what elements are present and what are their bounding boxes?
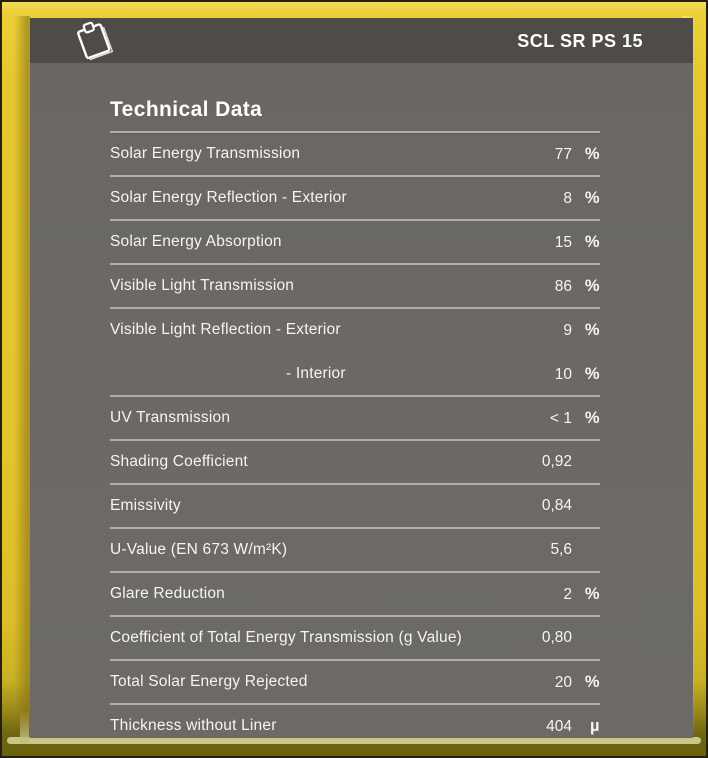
row-value-number: 8 bbox=[563, 189, 572, 207]
row-value-number: 20 bbox=[554, 673, 572, 691]
frame-bevel-left bbox=[14, 16, 30, 734]
row-value-unit: % bbox=[584, 276, 600, 295]
row-label: Thickness without Liner bbox=[110, 717, 277, 734]
row-label: Solar Energy Reflection - Exterior bbox=[110, 189, 347, 206]
table-content bbox=[30, 63, 693, 738]
table-row bbox=[110, 485, 600, 529]
row-value bbox=[520, 541, 600, 559]
row-value-number: 0,80 bbox=[541, 629, 572, 646]
row-value-number: 5,6 bbox=[550, 541, 572, 558]
table-row bbox=[110, 441, 600, 485]
row-label: Coefficient of Total Energy Transmission (g Value) bbox=[110, 629, 463, 646]
row-label: Visible Light Transmission bbox=[110, 277, 295, 294]
row-value bbox=[520, 717, 600, 736]
table-row bbox=[110, 529, 600, 573]
row-value-unit: % bbox=[584, 232, 600, 251]
table-row bbox=[110, 705, 600, 738]
row-value bbox=[520, 365, 600, 384]
row-label: U-Value (EN 673 W/m²K) bbox=[110, 541, 288, 558]
row-label: Emissivity bbox=[110, 497, 181, 514]
row-value bbox=[520, 277, 600, 296]
technical-data-panel bbox=[30, 18, 693, 738]
row-value-number: 2 bbox=[563, 585, 572, 603]
row-value bbox=[520, 409, 600, 428]
row-label: Total Solar Energy Rejected bbox=[110, 673, 308, 690]
header-bar bbox=[30, 18, 693, 63]
row-value bbox=[520, 497, 600, 515]
row-label: Shading Coefficient bbox=[110, 453, 248, 470]
clipboard-icon bbox=[74, 18, 114, 64]
row-value-number: 9 bbox=[563, 321, 572, 339]
row-value-unit: % bbox=[584, 584, 600, 603]
row-label: Glare Reduction bbox=[110, 585, 226, 602]
frame-corner-highlight bbox=[20, 710, 29, 744]
table-row bbox=[110, 617, 600, 661]
product-code: SCL SR PS 15 bbox=[517, 31, 643, 51]
row-label: Solar Energy Absorption bbox=[110, 233, 282, 250]
row-value bbox=[520, 673, 600, 692]
row-label: - Interior bbox=[286, 365, 346, 382]
row-value-number: 10 bbox=[554, 365, 572, 383]
row-value-unit: % bbox=[584, 188, 600, 207]
row-value bbox=[520, 321, 600, 340]
table-row bbox=[110, 309, 600, 353]
row-value bbox=[520, 585, 600, 604]
row-label: Solar Energy Transmission bbox=[110, 145, 301, 162]
row-value-number: 77 bbox=[554, 145, 572, 163]
row-value-unit: % bbox=[584, 364, 600, 383]
row-label: Visible Light Reflection - Exterior bbox=[110, 321, 341, 338]
title-block bbox=[110, 63, 600, 133]
row-value-unit: % bbox=[584, 408, 600, 427]
row-value bbox=[520, 453, 600, 471]
row-value-number: 404 bbox=[546, 717, 572, 735]
row-value-number: < 1 bbox=[550, 409, 572, 427]
table-row bbox=[110, 353, 600, 397]
table-row bbox=[110, 265, 600, 309]
table-row bbox=[110, 661, 600, 705]
row-value-number: 0,84 bbox=[541, 497, 572, 514]
frame-bottom-highlight bbox=[7, 737, 701, 744]
row-label: UV Transmission bbox=[110, 409, 231, 426]
row-value-number: 15 bbox=[554, 233, 572, 251]
table-row bbox=[110, 133, 600, 177]
row-value-number: 86 bbox=[554, 277, 572, 295]
row-value-number: 0,92 bbox=[541, 453, 572, 470]
row-value bbox=[520, 233, 600, 252]
frame-bevel-top bbox=[2, 2, 706, 18]
row-value bbox=[520, 189, 600, 208]
row-value bbox=[520, 145, 600, 164]
row-value bbox=[520, 629, 600, 647]
table-row bbox=[110, 573, 600, 617]
table-row bbox=[110, 177, 600, 221]
row-value-unit: % bbox=[584, 320, 600, 339]
data-table bbox=[110, 133, 600, 738]
row-value-unit: % bbox=[584, 144, 600, 163]
table-row bbox=[110, 397, 600, 441]
page-title: Technical Data bbox=[110, 98, 263, 121]
row-value-unit: % bbox=[584, 672, 600, 691]
row-value-unit: µ bbox=[589, 716, 600, 735]
table-row bbox=[110, 221, 600, 265]
